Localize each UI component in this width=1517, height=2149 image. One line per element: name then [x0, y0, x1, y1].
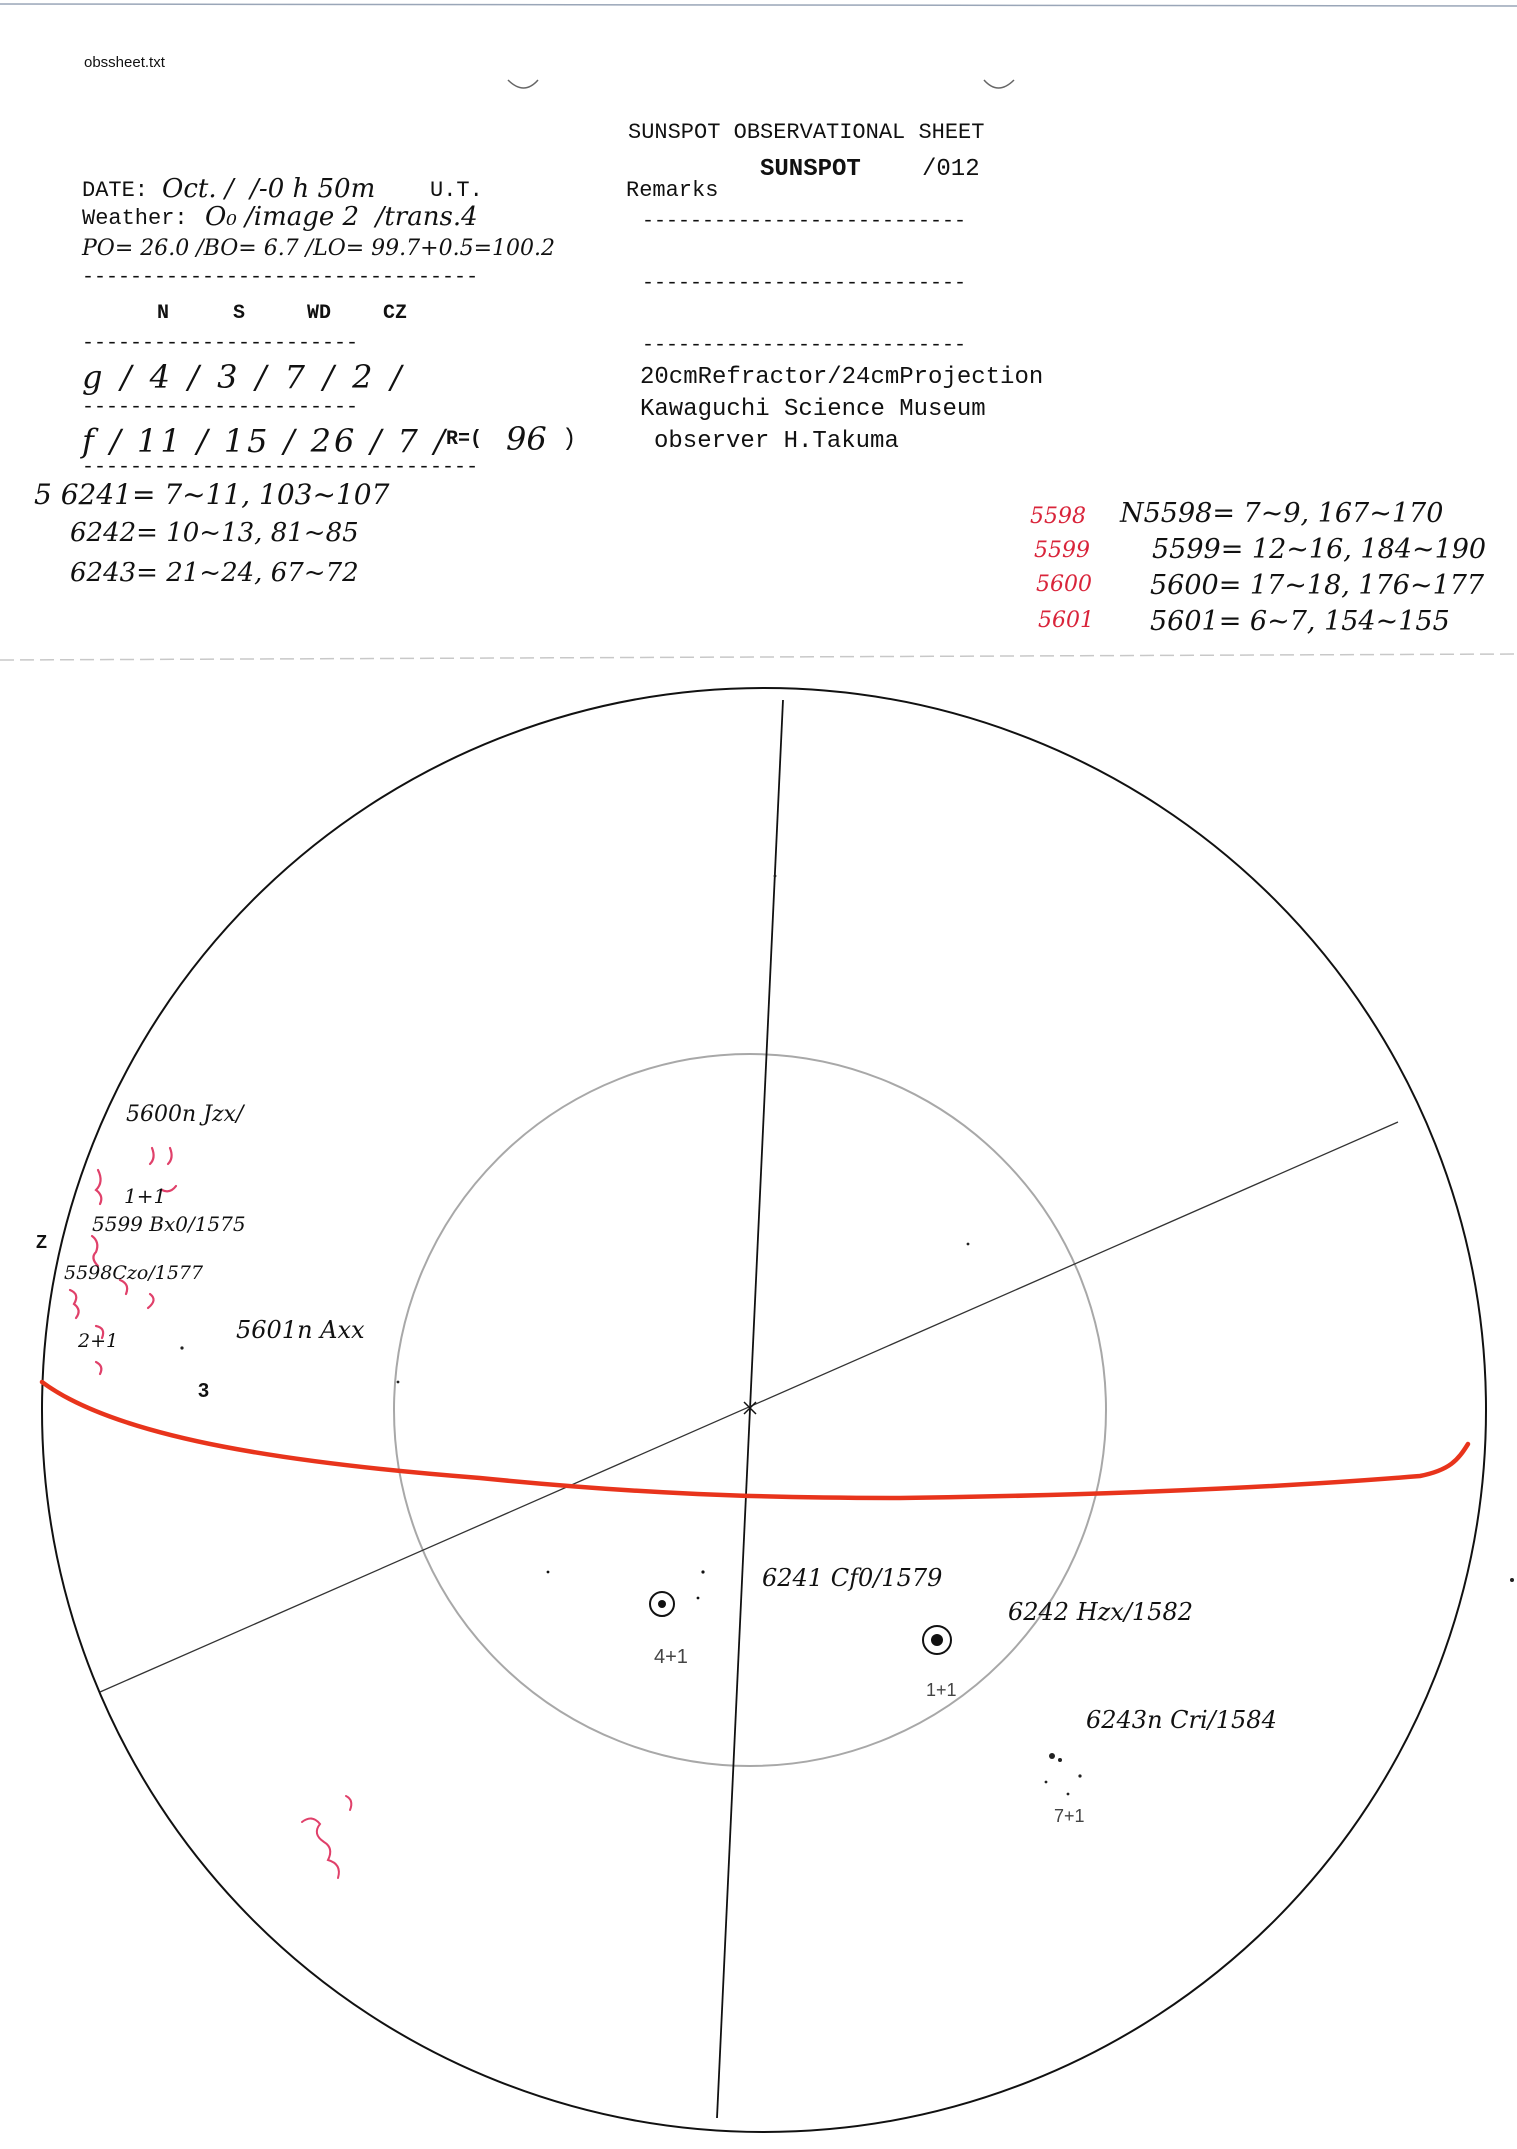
small-spot-center-right — [967, 1243, 970, 1246]
date-label: DATE: — [82, 178, 149, 203]
label-group-6241: 6241 Cf0/1579 — [762, 1564, 943, 1592]
label-group-5598: 5598Czo/1577 — [64, 1262, 204, 1284]
right-note-5600: 5600= 17~18, 176~177 — [1150, 570, 1485, 601]
label-group-5600: 5600n Jzx/ — [126, 1102, 244, 1127]
sunspot-6243-spot-d — [1045, 1781, 1048, 1784]
facula-l — [346, 1796, 351, 1810]
facula-j — [96, 1362, 101, 1374]
observer-line: observer H.Takuma — [654, 428, 899, 455]
faculae-southeast — [302, 1796, 351, 1878]
label-2-plus-1: 2+1 — [78, 1330, 119, 1352]
column-cz: CZ — [383, 302, 408, 325]
label-4-plus-1: 4+1 — [654, 1646, 688, 1668]
sunspot-5601-dot — [180, 1346, 183, 1349]
sunspot-6243-spot-c — [1078, 1774, 1081, 1777]
sheet-number-value: /012 — [922, 156, 980, 183]
label-1-plus-1-a: 1+1 — [124, 1184, 167, 1208]
right-note-5598: N5598= 7~9, 167~170 — [1120, 498, 1444, 529]
left-note-6243: 6243= 21~24, 67~72 — [70, 558, 359, 588]
column-s: S — [233, 302, 246, 325]
divider-1: --------------------------------- — [82, 266, 479, 289]
column-wd: WD — [307, 302, 332, 325]
top-edge-line — [0, 4, 1517, 6]
right-red-label-5599: 5599 — [1034, 538, 1090, 563]
f-row: f / 11 / 15 / 26 / 7 / — [82, 422, 448, 460]
sheet-number-label: SUNSPOT — [760, 156, 861, 183]
fold-line — [0, 654, 1517, 660]
weather-value: O₀ /image 2 /trans.4 — [205, 202, 478, 232]
file-label: obssheet.txt — [84, 54, 165, 71]
divider-2: ----------------------- — [82, 332, 359, 355]
limb-dot-left — [397, 1381, 400, 1384]
label-3: 3 — [198, 1380, 210, 1402]
left-note-6242: 6242= 10~13, 81~85 — [70, 518, 359, 548]
right-red-label-5601: 5601 — [1038, 608, 1094, 633]
r-label: R=( — [446, 428, 483, 451]
facula-g — [148, 1294, 154, 1308]
r-value: 96 — [506, 420, 547, 458]
right-note-5601: 5601= 6~7, 154~155 — [1150, 606, 1450, 637]
g-row: g / 4 / 3 / 7 / 2 / — [82, 358, 406, 396]
institution-line: Kawaguchi Science Museum — [640, 396, 986, 423]
label-group-5601: 5601n Axx — [236, 1316, 365, 1344]
r-close: ) — [562, 426, 577, 453]
weather-label: Weather: — [82, 206, 188, 231]
sunspot-6243-spot-a — [1049, 1753, 1055, 1759]
solar-disk-outline — [42, 688, 1486, 2132]
remarks-divider-3: --------------------------- — [642, 334, 967, 357]
sunspot-6241-umbra — [658, 1600, 666, 1608]
sunspot-6243-spot-b — [1058, 1758, 1062, 1762]
left-note-6241: 5 6241= 7~11, 103~107 — [34, 478, 390, 511]
instrument-line: 20cmRefractor/24cmProjection — [640, 364, 1044, 391]
remarks-divider-2: --------------------------- — [642, 272, 967, 295]
solar-equator-line — [42, 1382, 1468, 1498]
z-marker: Z — [36, 1232, 47, 1252]
edge-dot-right — [1510, 1578, 1514, 1582]
axis-tick-mark — [774, 875, 777, 878]
sunspot-6241-dot-a — [701, 1570, 704, 1573]
facula-c — [168, 1148, 172, 1164]
divider-4: --------------------------------- — [82, 456, 479, 479]
column-n: N — [157, 302, 170, 325]
date-value: Oct. / /-0 h 50m — [162, 174, 376, 204]
right-red-label-5600: 5600 — [1036, 572, 1092, 597]
label-1-plus-1-b: 1+1 — [926, 1680, 957, 1700]
remarks-label: Remarks — [626, 178, 719, 203]
sunspot-6243-spot-e — [1067, 1793, 1070, 1796]
sheet-title: SUNSPOT OBSERVATIONAL SHEET — [628, 120, 985, 145]
label-7-plus-1: 7+1 — [1054, 1806, 1085, 1826]
divider-3: ----------------------- — [82, 396, 359, 419]
sunspot-6241-dot-c — [547, 1571, 550, 1574]
punch-mark-left — [508, 80, 538, 88]
label-group-5599: 5599 Bx0/1575 — [92, 1212, 246, 1236]
sunspot-6242-umbra — [931, 1634, 943, 1646]
remarks-divider-1: --------------------------- — [642, 210, 967, 233]
facula-k — [302, 1818, 339, 1878]
right-note-5599: 5599= 12~16, 184~190 — [1152, 534, 1487, 565]
punch-mark-right — [984, 80, 1014, 88]
label-group-6243: 6243n Cri/1584 — [1086, 1706, 1277, 1734]
date-ut: U.T. — [430, 178, 483, 203]
right-red-label-5598: 5598 — [1030, 504, 1086, 529]
po-bo-lo-line: PO= 26.0 /BO= 6.7 /LO= 99.7+0.5=100.2 — [82, 236, 555, 261]
facula-h — [70, 1290, 79, 1318]
sunspot-6241-dot-b — [697, 1597, 700, 1600]
label-group-6242: 6242 Hzx/1582 — [1008, 1598, 1193, 1626]
facula-b — [150, 1148, 154, 1164]
facula-a — [96, 1170, 101, 1204]
